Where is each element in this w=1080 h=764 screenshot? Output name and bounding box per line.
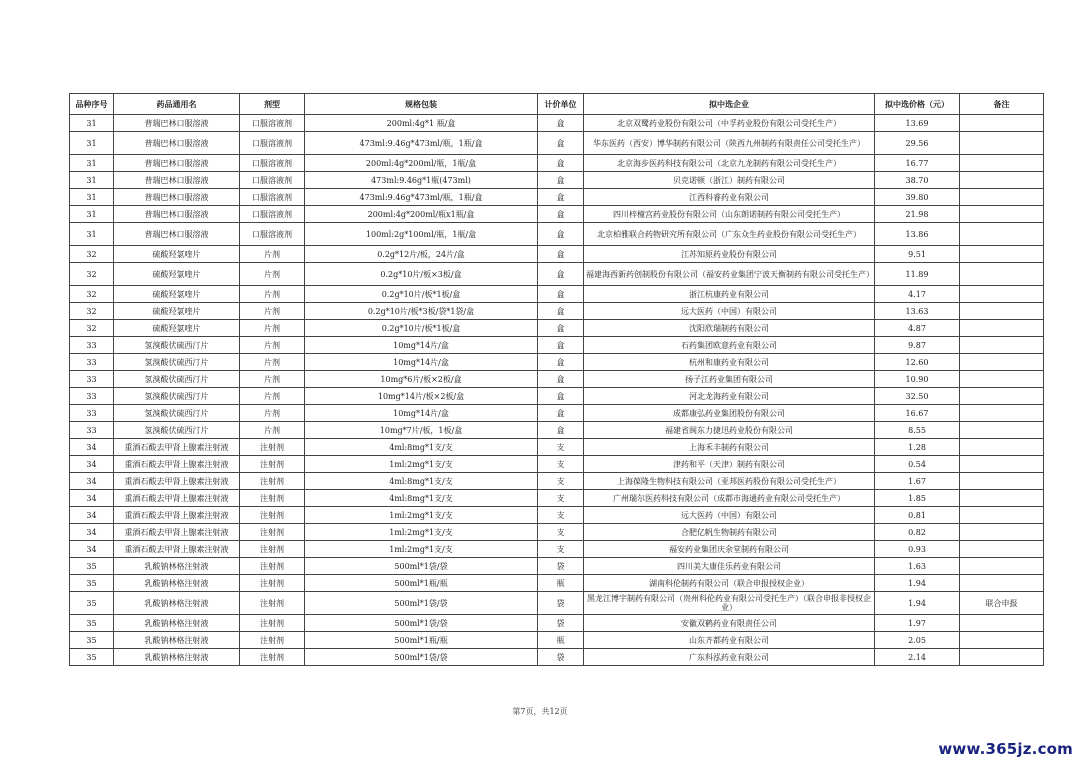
table-cell: 35 <box>70 575 114 592</box>
table-cell: 浙江杭康药业有限公司 <box>584 286 875 303</box>
table-cell: 重酒石酸去甲肾上腺素注射液 <box>114 524 240 541</box>
table-cell: 袋 <box>538 649 584 666</box>
table-cell: 1ml:2mg*1支/支 <box>305 524 538 541</box>
table-cell: 16.67 <box>875 405 960 422</box>
table-cell: 普瑞巴林口服溶液 <box>114 172 240 189</box>
table-cell: 河北龙海药业有限公司 <box>584 388 875 405</box>
table-cell: 注射剂 <box>240 541 305 558</box>
table-cell <box>960 172 1044 189</box>
table-cell <box>960 456 1044 473</box>
table-cell: 盒 <box>538 320 584 337</box>
table-cell: 注射剂 <box>240 473 305 490</box>
table-row <box>70 473 1044 490</box>
table-cell: 35 <box>70 558 114 575</box>
table-cell <box>960 303 1044 320</box>
table-cell: 氢溴酸伏硫西汀片 <box>114 405 240 422</box>
table-cell: 10mg*6片/板×2板/盒 <box>305 371 538 388</box>
table-cell <box>960 632 1044 649</box>
table-cell: 1.67 <box>875 473 960 490</box>
table-cell: 1ml:2mg*1支/支 <box>305 541 538 558</box>
table-cell: 乳酸钠林格注射液 <box>114 592 240 615</box>
table-cell <box>960 132 1044 155</box>
table-cell: 34 <box>70 439 114 456</box>
table-cell <box>960 473 1044 490</box>
table-cell: 32.50 <box>875 388 960 405</box>
table-cell: 袋 <box>538 592 584 615</box>
table-cell: 上海禾丰制药有限公司 <box>584 439 875 456</box>
table-cell: 注射剂 <box>240 490 305 507</box>
table-cell: 0.54 <box>875 456 960 473</box>
table-cell: 注射剂 <box>240 575 305 592</box>
table-cell: 乳酸钠林格注射液 <box>114 632 240 649</box>
table-row <box>70 337 1044 354</box>
table-cell: 瓶 <box>538 575 584 592</box>
table-cell <box>960 558 1044 575</box>
table-cell: 0.93 <box>875 541 960 558</box>
table-cell <box>960 541 1044 558</box>
table-cell: 支 <box>538 456 584 473</box>
table-cell: 34 <box>70 456 114 473</box>
table-cell: 安徽双鹤药业有限责任公司 <box>584 615 875 632</box>
table-cell <box>960 354 1044 371</box>
table-cell: 硫酸羟氯喹片 <box>114 320 240 337</box>
table-cell: 石药集团欧意药业有限公司 <box>584 337 875 354</box>
table-cell <box>960 388 1044 405</box>
table-cell <box>960 422 1044 439</box>
table-cell: 片剂 <box>240 337 305 354</box>
table-row <box>70 223 1044 246</box>
table-cell: 口服溶液剂 <box>240 115 305 132</box>
table-cell: 32 <box>70 303 114 320</box>
table-cell: 袋 <box>538 615 584 632</box>
table-cell: 支 <box>538 524 584 541</box>
table-cell: 9.87 <box>875 337 960 354</box>
table-cell: 四川美大康佳乐药业有限公司 <box>584 558 875 575</box>
table-cell: 29.56 <box>875 132 960 155</box>
table-cell: 10mg*14片/盒 <box>305 337 538 354</box>
table-row <box>70 592 1044 615</box>
table-cell: 支 <box>538 507 584 524</box>
table-cell: 盒 <box>538 206 584 223</box>
table-cell: 口服溶液剂 <box>240 172 305 189</box>
table-cell: 4ml:8mg*1支/支 <box>305 490 538 507</box>
table-cell: 0.81 <box>875 507 960 524</box>
table-cell: 重酒石酸去甲肾上腺素注射液 <box>114 473 240 490</box>
table-cell: 乳酸钠林格注射液 <box>114 558 240 575</box>
table-cell: 盒 <box>538 115 584 132</box>
table-row <box>70 439 1044 456</box>
table-row <box>70 649 1044 666</box>
table-cell: 片剂 <box>240 422 305 439</box>
table-cell: 北京柏雅联合药物研究所有限公司（广东众生药业股份有限公司受托生产） <box>584 223 875 246</box>
table-cell: 盒 <box>538 132 584 155</box>
table-cell: 乳酸钠林格注射液 <box>114 649 240 666</box>
table-cell: 31 <box>70 206 114 223</box>
table-cell: 34 <box>70 524 114 541</box>
table-cell: 盒 <box>538 155 584 172</box>
table-cell <box>960 320 1044 337</box>
table-cell: 氢溴酸伏硫西汀片 <box>114 371 240 388</box>
table-cell: 0.2g*10片/板*1板/盒 <box>305 286 538 303</box>
table-cell: 扬子江药业集团有限公司 <box>584 371 875 388</box>
table-cell <box>960 405 1044 422</box>
table-cell <box>960 524 1044 541</box>
table-cell: 盒 <box>538 354 584 371</box>
table-row <box>70 286 1044 303</box>
table-cell: 32 <box>70 246 114 263</box>
table-cell: 注射剂 <box>240 615 305 632</box>
table-cell: 口服溶液剂 <box>240 223 305 246</box>
header-cell: 品种序号 <box>70 94 114 115</box>
table-cell: 500ml*1袋/袋 <box>305 649 538 666</box>
table-row <box>70 354 1044 371</box>
header-cell: 拟中选企业 <box>584 94 875 115</box>
table-cell: 31 <box>70 155 114 172</box>
table-header-row <box>70 94 1044 115</box>
table-cell: 硫酸羟氯喹片 <box>114 263 240 286</box>
table-cell: 支 <box>538 439 584 456</box>
table-cell: 34 <box>70 490 114 507</box>
table-cell: 津药和平（天津）制药有限公司 <box>584 456 875 473</box>
table-cell: 473ml:9.46g*473ml/瓶，1瓶/盒 <box>305 132 538 155</box>
table-cell: 片剂 <box>240 371 305 388</box>
table-cell: 普瑞巴林口服溶液 <box>114 155 240 172</box>
table-cell: 湖南科伦制药有限公司（联合申报授权企业） <box>584 575 875 592</box>
table-cell <box>960 206 1044 223</box>
table-cell: 氢溴酸伏硫西汀片 <box>114 354 240 371</box>
table-cell: 39.80 <box>875 189 960 206</box>
table-cell: 31 <box>70 132 114 155</box>
table-cell: 盒 <box>538 422 584 439</box>
table-row <box>70 246 1044 263</box>
table-cell: 盒 <box>538 371 584 388</box>
table-row <box>70 115 1044 132</box>
header-cell: 备注 <box>960 94 1044 115</box>
table-cell: 四川梓橦宫药业股份有限公司（山东朗诺制药有限公司受托生产） <box>584 206 875 223</box>
table-cell: 片剂 <box>240 354 305 371</box>
table-cell: 贝克诺顿（浙江）制药有限公司 <box>584 172 875 189</box>
table-cell: 0.2g*10片/板*1板/盒 <box>305 320 538 337</box>
table-cell: 12.60 <box>875 354 960 371</box>
table-row <box>70 320 1044 337</box>
table-cell: 10mg*7片/板，1板/盒 <box>305 422 538 439</box>
table-cell: 盒 <box>538 405 584 422</box>
table-cell <box>960 439 1044 456</box>
table-cell: 注射剂 <box>240 439 305 456</box>
table-cell: 广东科泓药业有限公司 <box>584 649 875 666</box>
table-cell: 袋 <box>538 558 584 575</box>
table-cell: 福建海西新药创制股份有限公司（福安药业集团宁波天衡制药有限公司受托生产） <box>584 263 875 286</box>
table-cell: 500ml*1袋/袋 <box>305 592 538 615</box>
drug-price-table <box>69 93 1044 666</box>
table-cell: 16.77 <box>875 155 960 172</box>
table-row <box>70 575 1044 592</box>
table-cell: 联合申报 <box>960 592 1044 615</box>
table-cell <box>960 223 1044 246</box>
table-cell: 35 <box>70 649 114 666</box>
table-cell: 硫酸羟氯喹片 <box>114 246 240 263</box>
table-cell: 13.86 <box>875 223 960 246</box>
table-cell: 31 <box>70 223 114 246</box>
table-cell: 支 <box>538 541 584 558</box>
table-cell: 32 <box>70 320 114 337</box>
table-row <box>70 388 1044 405</box>
table-cell: 普瑞巴林口服溶液 <box>114 223 240 246</box>
table-cell: 33 <box>70 337 114 354</box>
table-cell: 上海葆隆生物科技有限公司（亚邦医药股份有限公司受托生产） <box>584 473 875 490</box>
table-cell: 注射剂 <box>240 592 305 615</box>
table-cell: 盒 <box>538 303 584 320</box>
table-cell: 普瑞巴林口服溶液 <box>114 115 240 132</box>
table-cell: 4ml:8mg*1支/支 <box>305 439 538 456</box>
table-row <box>70 422 1044 439</box>
table-cell: 1.94 <box>875 575 960 592</box>
table-cell: 支 <box>538 473 584 490</box>
table-row <box>70 456 1044 473</box>
table-cell <box>960 371 1044 388</box>
table-cell: 500ml*1瓶/瓶 <box>305 575 538 592</box>
table-cell: 华东医药（西安）博华制药有限公司（陕西九州制药有限责任公司受托生产） <box>584 132 875 155</box>
table-cell: 盒 <box>538 388 584 405</box>
table-cell: 34 <box>70 541 114 558</box>
table-cell: 福建省闽东力捷迅药业股份有限公司 <box>584 422 875 439</box>
table-cell: 片剂 <box>240 263 305 286</box>
table-row <box>70 132 1044 155</box>
table-cell: 1.28 <box>875 439 960 456</box>
table-cell: 200ml:4g*1 瓶/盒 <box>305 115 538 132</box>
table-cell: 500ml*1瓶/瓶 <box>305 632 538 649</box>
table-cell <box>960 189 1044 206</box>
table-cell: 普瑞巴林口服溶液 <box>114 132 240 155</box>
table-cell: 500ml*1袋/袋 <box>305 558 538 575</box>
table-row <box>70 632 1044 649</box>
table-cell: 盒 <box>538 223 584 246</box>
table-cell: 1.97 <box>875 615 960 632</box>
table-cell: 10.90 <box>875 371 960 388</box>
table-cell: 福安药业集团庆余堂制药有限公司 <box>584 541 875 558</box>
table-row <box>70 490 1044 507</box>
table-cell: 氢溴酸伏硫西汀片 <box>114 388 240 405</box>
table-row <box>70 172 1044 189</box>
table-cell: 0.2g*12片/板，24片/盒 <box>305 246 538 263</box>
table-cell: 普瑞巴林口服溶液 <box>114 189 240 206</box>
table-cell: 473ml:9.46g*1瓶(473ml) <box>305 172 538 189</box>
table-cell: 33 <box>70 371 114 388</box>
table-cell: 重酒石酸去甲肾上腺素注射液 <box>114 439 240 456</box>
table-cell: 盒 <box>538 263 584 286</box>
table-cell <box>960 649 1044 666</box>
table-cell: 北京海步医药科技有限公司（北京九龙制药有限公司受托生产） <box>584 155 875 172</box>
table-row <box>70 155 1044 172</box>
table-cell: 2.14 <box>875 649 960 666</box>
table-cell: 10mg*14片/板×2板/盒 <box>305 388 538 405</box>
table-cell: 4.87 <box>875 320 960 337</box>
table-cell: 31 <box>70 172 114 189</box>
table-cell: 杭州和康药业有限公司 <box>584 354 875 371</box>
table-cell <box>960 337 1044 354</box>
table-cell: 盒 <box>538 286 584 303</box>
header-cell: 药品通用名 <box>114 94 240 115</box>
header-cell: 计价单位 <box>538 94 584 115</box>
table-cell: 11.89 <box>875 263 960 286</box>
table-cell: 9.51 <box>875 246 960 263</box>
table-cell: 盒 <box>538 189 584 206</box>
table-row <box>70 541 1044 558</box>
table-row <box>70 524 1044 541</box>
table-cell: 普瑞巴林口服溶液 <box>114 206 240 223</box>
table-cell: 1ml:2mg*1支/支 <box>305 456 538 473</box>
table-cell: 重酒石酸去甲肾上腺素注射液 <box>114 490 240 507</box>
table-cell: 乳酸钠林格注射液 <box>114 615 240 632</box>
table-cell: 注射剂 <box>240 524 305 541</box>
table-cell: 32 <box>70 286 114 303</box>
header-cell: 剂型 <box>240 94 305 115</box>
table-row <box>70 371 1044 388</box>
table-cell: 乳酸钠林格注射液 <box>114 575 240 592</box>
table-cell: 32 <box>70 263 114 286</box>
table-cell: 38.70 <box>875 172 960 189</box>
table-cell: 口服溶液剂 <box>240 206 305 223</box>
table-row <box>70 507 1044 524</box>
table-cell: 远大医药（中国）有限公司 <box>584 303 875 320</box>
table-cell: 氢溴酸伏硫西汀片 <box>114 337 240 354</box>
table-cell: 13.63 <box>875 303 960 320</box>
table-cell: 200ml:4g*200ml/瓶，1瓶/盒 <box>305 155 538 172</box>
table-cell: 34 <box>70 507 114 524</box>
table-cell: 注射剂 <box>240 456 305 473</box>
table-cell: 重酒石酸去甲肾上腺素注射液 <box>114 507 240 524</box>
table-cell: 重酒石酸去甲肾上腺素注射液 <box>114 456 240 473</box>
table-cell: 成都康弘药业集团股份有限公司 <box>584 405 875 422</box>
table-cell: 1.94 <box>875 592 960 615</box>
table-cell: 氢溴酸伏硫西汀片 <box>114 422 240 439</box>
table-cell <box>960 155 1044 172</box>
table-cell: 31 <box>70 189 114 206</box>
table-cell: 0.2g*10片/板×3板/盒 <box>305 263 538 286</box>
table-cell: 口服溶液剂 <box>240 155 305 172</box>
table-cell: 盒 <box>538 337 584 354</box>
table-cell: 500ml*1袋/袋 <box>305 615 538 632</box>
table-cell: 1ml:2mg*1支/支 <box>305 507 538 524</box>
table-cell: 4ml:8mg*1支/支 <box>305 473 538 490</box>
table-cell: 口服溶液剂 <box>240 189 305 206</box>
header-cell: 拟中选价格（元） <box>875 94 960 115</box>
table-cell: 10mg*14片/盒 <box>305 354 538 371</box>
table-cell: 35 <box>70 632 114 649</box>
table-cell: 远大医药（中国）有限公司 <box>584 507 875 524</box>
table-cell <box>960 615 1044 632</box>
table-row <box>70 263 1044 286</box>
table-cell: 口服溶液剂 <box>240 132 305 155</box>
table-cell: 片剂 <box>240 320 305 337</box>
table-cell: 注射剂 <box>240 649 305 666</box>
table-cell <box>960 490 1044 507</box>
table-cell: 北京双鹭药业股份有限公司（中孚药业股份有限公司受托生产） <box>584 115 875 132</box>
table-row <box>70 189 1044 206</box>
table-cell <box>960 246 1044 263</box>
table-cell: 片剂 <box>240 246 305 263</box>
table-cell: 注射剂 <box>240 558 305 575</box>
table-cell: 合肥亿帆生物制药有限公司 <box>584 524 875 541</box>
table-cell: 片剂 <box>240 388 305 405</box>
table-cell: 0.82 <box>875 524 960 541</box>
table-row <box>70 615 1044 632</box>
table-cell: 瓶 <box>538 632 584 649</box>
table-cell: 1.85 <box>875 490 960 507</box>
table-cell: 0.2g*10片/板*3板/袋*1袋/盒 <box>305 303 538 320</box>
table-cell: 硫酸羟氯喹片 <box>114 303 240 320</box>
table-cell: 100ml:2g*100ml/瓶，1瓶/盒 <box>305 223 538 246</box>
table-row <box>70 405 1044 422</box>
table-cell: 21.98 <box>875 206 960 223</box>
table-row <box>70 206 1044 223</box>
table-cell: 黑龙江博宇制药有限公司（贵州科伦药业有限公司受托生产）（联合申报非授权企业） <box>584 592 875 615</box>
table-cell: 10mg*14片/盒 <box>305 405 538 422</box>
table-cell: 34 <box>70 473 114 490</box>
table-cell: 33 <box>70 388 114 405</box>
table-cell <box>960 507 1044 524</box>
table-cell: 片剂 <box>240 303 305 320</box>
table-row <box>70 303 1044 320</box>
table-cell: 片剂 <box>240 405 305 422</box>
table-cell: 35 <box>70 615 114 632</box>
table-cell: 33 <box>70 405 114 422</box>
table-cell: 35 <box>70 592 114 615</box>
table-cell: 4.17 <box>875 286 960 303</box>
table-cell: 江苏知原药业股份有限公司 <box>584 246 875 263</box>
table-cell: 盒 <box>538 172 584 189</box>
watermark: www.365jz.com <box>938 740 1073 758</box>
table-cell: 473ml:9.46g*473ml/瓶，1瓶/盒 <box>305 189 538 206</box>
table-cell: 1.63 <box>875 558 960 575</box>
table-cell: 重酒石酸去甲肾上腺素注射液 <box>114 541 240 558</box>
table-cell: 山东齐都药业有限公司 <box>584 632 875 649</box>
table-cell <box>960 115 1044 132</box>
table-cell: 广州瑞尔医药科技有限公司（成都市海通药业有限公司受托生产） <box>584 490 875 507</box>
page-footer: 第7页，共12页 <box>512 707 568 716</box>
table-cell: 盒 <box>538 246 584 263</box>
table-cell: 沈阳欣瑞制药有限公司 <box>584 320 875 337</box>
table-cell: 13.69 <box>875 115 960 132</box>
table-cell <box>960 286 1044 303</box>
table-cell <box>960 575 1044 592</box>
table-row <box>70 558 1044 575</box>
table-cell: 8.55 <box>875 422 960 439</box>
table-cell: 支 <box>538 490 584 507</box>
table-cell: 2.05 <box>875 632 960 649</box>
table-cell: 200ml:4g*200ml/瓶x1瓶/盒 <box>305 206 538 223</box>
table-cell: 33 <box>70 422 114 439</box>
table-cell <box>960 263 1044 286</box>
table-cell: 注射剂 <box>240 507 305 524</box>
header-cell: 规格包装 <box>305 94 538 115</box>
table-cell: 江西科睿药业有限公司 <box>584 189 875 206</box>
table-cell: 33 <box>70 354 114 371</box>
table-cell: 硫酸羟氯喹片 <box>114 286 240 303</box>
table-cell: 注射剂 <box>240 632 305 649</box>
table-cell: 31 <box>70 115 114 132</box>
table-cell: 片剂 <box>240 286 305 303</box>
